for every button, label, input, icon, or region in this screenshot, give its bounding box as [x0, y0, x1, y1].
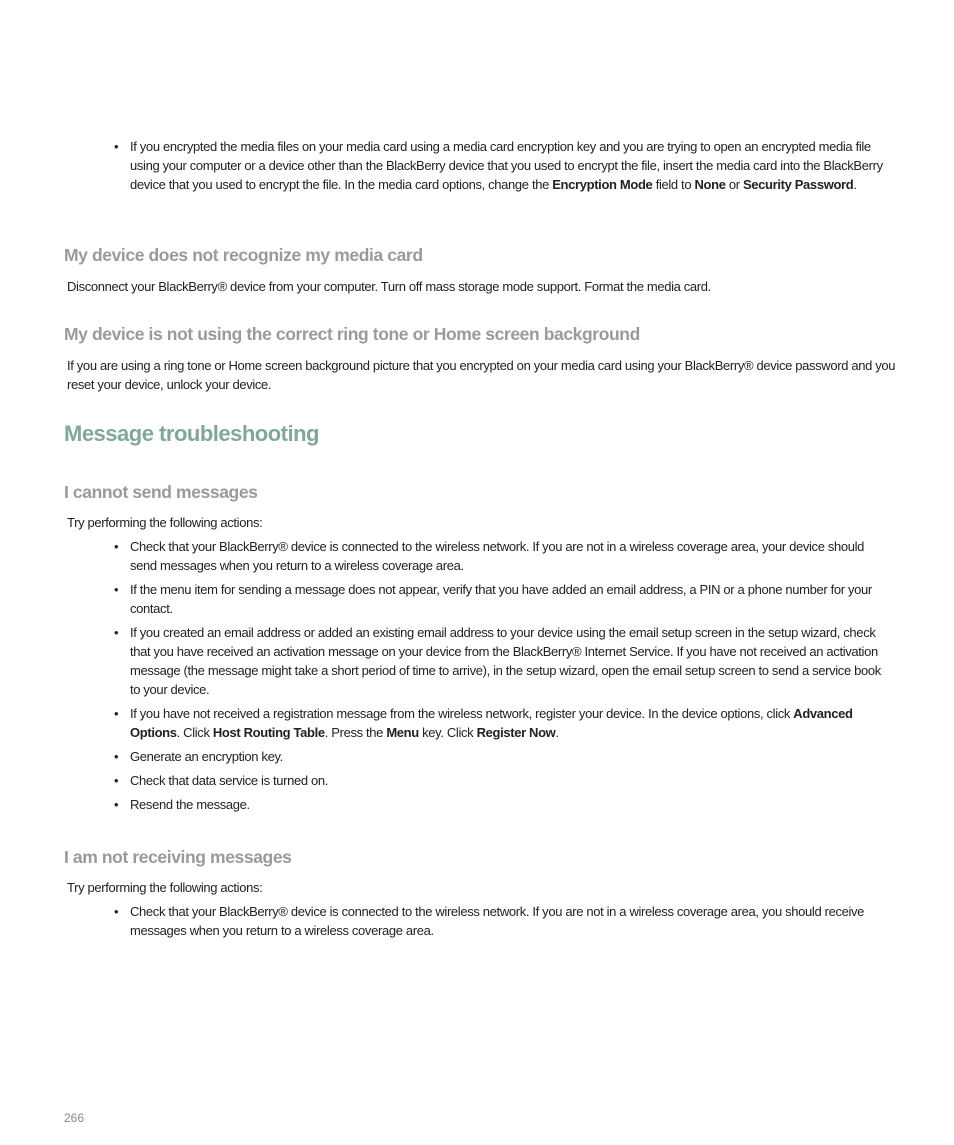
list-item: [112, 771, 894, 790]
list-item-text: . Click: [176, 725, 213, 740]
list-item-text: Generate an encryption key.: [130, 749, 283, 764]
list-item-text: .: [555, 725, 559, 740]
list-item: [112, 580, 894, 618]
ui-term: None: [694, 177, 726, 192]
top-bullet-list: [112, 137, 894, 199]
list-item-text: If you have not received a registration message from the wireless network, register your device. In the device options, click: [130, 706, 794, 721]
ui-term: Menu: [386, 725, 419, 740]
list-item-text: Check that your BlackBerry® device is connected to the wireless network. If you are not in a wireless coverage area, you should receive messages when you return to a wireless coverage area.: [130, 904, 865, 938]
list-item-text: Check that your BlackBerry® device is connected to the wireless network. If you are not in a wireless coverage area, your device should send messages when you return to a wireless coverage area.: [130, 539, 865, 573]
list-item-text: . Press the: [324, 725, 387, 740]
section-heading: My device does not recognize my media card: [64, 245, 423, 265]
list-item: [112, 747, 894, 766]
page-title: Message troubleshooting: [64, 421, 319, 446]
list-item-text: If you created an email address or added an existing email address to your device using the email setup screen in the setup wizard, check that you have received an activation message on your device from the BlackBerry® Internet Service. If you have not received an activation message (the message might take a short period of time to arrive), in the setup wizard, open the email setup screen to send a service book to your device.: [130, 625, 881, 697]
list-item-text: .: [853, 177, 857, 192]
ui-term: Host Routing Table: [212, 725, 325, 740]
list-item: [112, 902, 894, 940]
list-item: [112, 623, 894, 699]
ui-term: Advanced Options: [130, 706, 853, 740]
section-heading: My device is not using the correct ring tone or Home screen background: [64, 324, 640, 344]
list-item-text: key. Click: [418, 725, 477, 740]
section-intro: Try performing the following actions:: [67, 515, 263, 530]
section-heading: I cannot send messages: [64, 482, 258, 502]
page-number: 266: [64, 1111, 85, 1125]
receive-bullet-list: [112, 902, 894, 945]
section-body: If you are using a ring tone or Home screen background picture that you encrypted on your media card using your BlackBerry® device password and you reset your device, unlock your device.: [67, 358, 896, 392]
ui-term: Encryption Mode: [552, 177, 653, 192]
list-item: [112, 137, 894, 194]
send-bullet-list: [112, 537, 894, 819]
list-item-text: Check that data service is turned on.: [130, 773, 329, 788]
list-item-text: Resend the message.: [130, 797, 250, 812]
list-item: [112, 704, 894, 742]
list-item-text: or: [725, 177, 743, 192]
ui-term: Security Password: [742, 177, 854, 192]
list-item-text: field to: [652, 177, 695, 192]
list-item-text: If you encrypted the media files on your media card using a media card encryption key and you are trying to open an encrypted media file using your computer or a device other than the BlackBerry device that you used to encrypt the file, insert the media card into the BlackBerry device that you used to encrypt the file. In the media card options, change the: [130, 139, 883, 192]
list-item: [112, 795, 894, 814]
ui-term: Register Now: [476, 725, 556, 740]
list-item-text: If the menu item for sending a message does not appear, verify that you have added an email address, a PIN or a phone number for your contact.: [130, 582, 872, 616]
section-body: Disconnect your BlackBerry® device from your computer. Turn off mass storage mode support. Format the media card.: [67, 279, 711, 294]
list-item: [112, 537, 894, 575]
section-intro: Try performing the following actions:: [67, 880, 263, 895]
section-heading: I am not receiving messages: [64, 847, 292, 867]
